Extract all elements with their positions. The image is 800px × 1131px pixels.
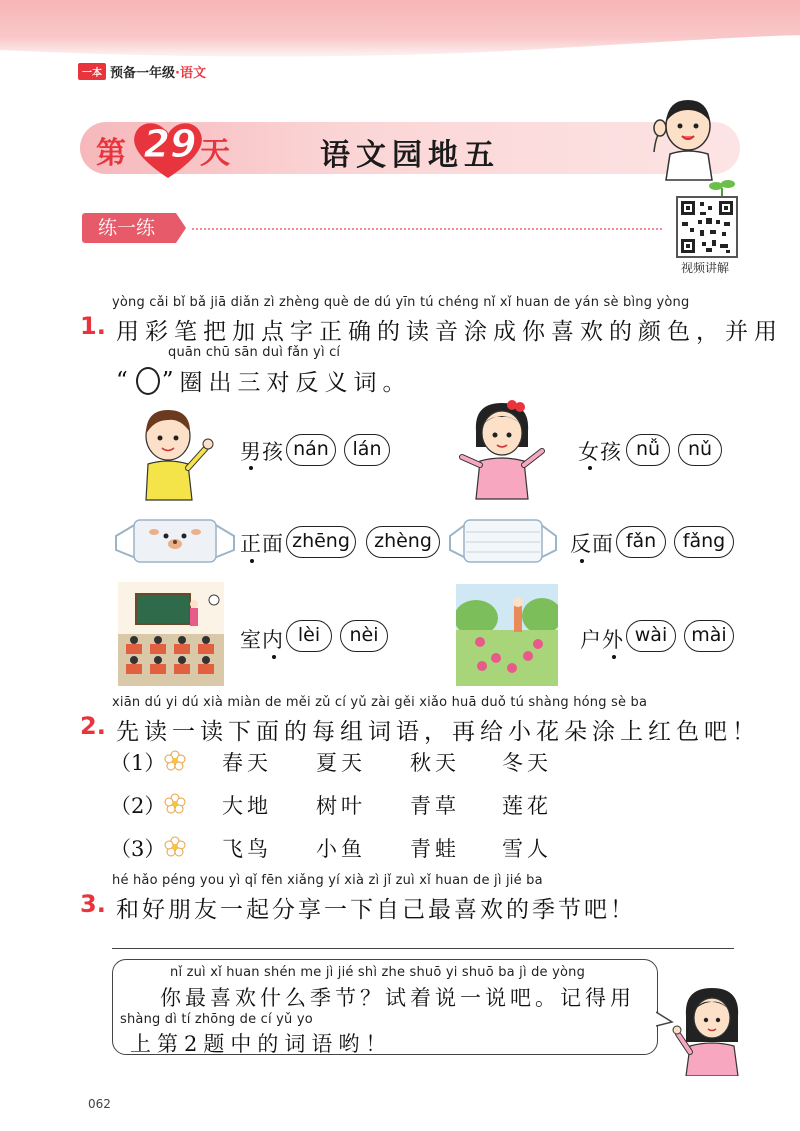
dotted-divider xyxy=(192,228,662,230)
word-boy: 男孩 xyxy=(240,440,284,464)
option-nan[interactable]: nán xyxy=(286,434,336,466)
q3-number: 3. xyxy=(80,890,106,918)
q1-instruction-line2: “ ” 圈出三对反义词。 xyxy=(116,367,412,396)
lesson-title: 语文园地五 xyxy=(320,138,500,173)
word-back: 反面 xyxy=(570,532,614,556)
word-xiaoyu: 小鱼 xyxy=(316,837,366,861)
face-mask-front-illustration xyxy=(114,516,236,566)
word-indoor: 室内 xyxy=(240,628,284,652)
practice-section-tag: 练一练 xyxy=(82,213,176,243)
q1-instruction-line1: 用彩笔把加点字正确的读音涂成你喜欢的颜色，并用 xyxy=(116,319,783,345)
option-nu3[interactable]: nǔ xyxy=(678,434,722,466)
q1-pinyin-line1: yòng cǎi bǐ bǎ jiā diǎn zì zhèng què de dú yīn tú chéng nǐ xǐ huan de yán sè bìng yòng xyxy=(112,295,690,310)
day-number: 29 xyxy=(143,122,197,166)
option-zheng1[interactable]: zhēng xyxy=(286,526,356,558)
face-mask-back-illustration xyxy=(448,516,558,566)
bubble-line1: 你最喜欢什么季节？试着说一说吧。记得用 xyxy=(160,986,635,1010)
tag-arrow xyxy=(176,213,186,243)
answer-line xyxy=(112,948,734,949)
video-explain-label: 视频讲解 xyxy=(680,261,729,275)
boy-illustration xyxy=(130,402,220,502)
emphasis-dot xyxy=(588,466,592,470)
option-fang3[interactable]: fǎng xyxy=(674,526,734,558)
day-prefix: 第 xyxy=(96,136,126,171)
row-label: （3） xyxy=(110,837,166,861)
word-lianhua: 莲花 xyxy=(502,794,552,818)
q2-number: 2. xyxy=(80,712,106,740)
emphasis-dot xyxy=(250,559,254,563)
bubble-line2: 上第2题中的词语哟！ xyxy=(130,1032,393,1056)
option-nv3[interactable]: nǚ xyxy=(626,434,670,466)
option-wai[interactable]: wài xyxy=(626,620,676,652)
q1-number: 1. xyxy=(80,312,106,340)
book-title: 预备一年级 xyxy=(110,65,176,81)
classroom-illustration xyxy=(118,582,224,686)
q2-instruction: 先读一读下面的每组词语，再给小花朵涂上红色吧！ xyxy=(116,719,760,745)
emphasis-dot xyxy=(580,559,584,563)
q3-pinyin: hé hǎo péng you yì qǐ fēn xiǎng yí xià zì jǐ zuì xǐ huan de jì jié ba xyxy=(112,873,543,888)
row-label: （2） xyxy=(110,794,166,818)
day-suffix: 天 xyxy=(200,136,230,171)
word-outdoor: 户外 xyxy=(580,628,624,652)
outdoor-illustration xyxy=(456,584,558,686)
word-xueren: 雪人 xyxy=(502,837,552,861)
brand-logo: 一本 xyxy=(78,63,106,80)
option-nei[interactable]: nèi xyxy=(340,620,388,652)
emphasis-dot xyxy=(272,655,276,659)
word-front: 正面 xyxy=(240,532,284,556)
option-mai[interactable]: mài xyxy=(684,620,734,652)
qr-code-icon xyxy=(678,198,736,256)
option-fan3[interactable]: fǎn xyxy=(616,526,666,558)
flower-icon[interactable] xyxy=(164,750,186,772)
word-shuye: 树叶 xyxy=(316,794,366,818)
girl-teacher-illustration xyxy=(672,982,752,1076)
option-lan[interactable]: lán xyxy=(344,434,390,466)
word-girl: 女孩 xyxy=(578,440,622,464)
bubble-pinyin1: nǐ zuì xǐ huan shén me jì jié shì zhe shuō yi shuō ba jì de yòng xyxy=(170,965,586,980)
boy-mascot-illustration xyxy=(646,92,732,182)
circle-symbol xyxy=(136,367,160,395)
option-lei[interactable]: lèi xyxy=(286,620,332,652)
emphasis-dot xyxy=(612,655,616,659)
q1-pinyin-line2: quān chū sān duì fǎn yì cí xyxy=(168,345,341,360)
q2-pinyin: xiān dú yi dú xià miàn de měi zǔ cí yǔ zài gěi xiǎo huā duǒ tú shàng hóng sè ba xyxy=(112,695,648,710)
sprout-icon xyxy=(708,178,736,198)
row-label: （1） xyxy=(110,751,166,775)
girl-illustration xyxy=(458,395,548,501)
q3-instruction: 和好朋友一起分享一下自己最喜欢的季节吧！ xyxy=(116,897,636,923)
emphasis-dot xyxy=(249,466,253,470)
word-dongtian: 冬天 xyxy=(502,751,552,775)
flower-icon[interactable] xyxy=(164,836,186,858)
bubble-pinyin2: shàng dì tí zhōng de cí yǔ yo xyxy=(120,1012,313,1027)
word-qingcao: 青草 xyxy=(410,794,460,818)
book-brand: 一本 预备一年级·语文 xyxy=(78,63,206,79)
word-qiutian: 秋天 xyxy=(410,751,460,775)
option-zheng4[interactable]: zhèng xyxy=(366,526,440,558)
word-xiatian: 夏天 xyxy=(316,751,366,775)
word-dadi: 大地 xyxy=(222,794,272,818)
subject-label: 语文 xyxy=(179,65,206,81)
word-chuntian: 春天 xyxy=(222,751,272,775)
word-feiniao: 飞鸟 xyxy=(222,837,272,861)
flower-icon[interactable] xyxy=(164,793,186,815)
qr-code[interactable] xyxy=(676,196,738,258)
word-qingwa: 青蛙 xyxy=(410,837,460,861)
page-number: 062 xyxy=(88,1097,111,1111)
